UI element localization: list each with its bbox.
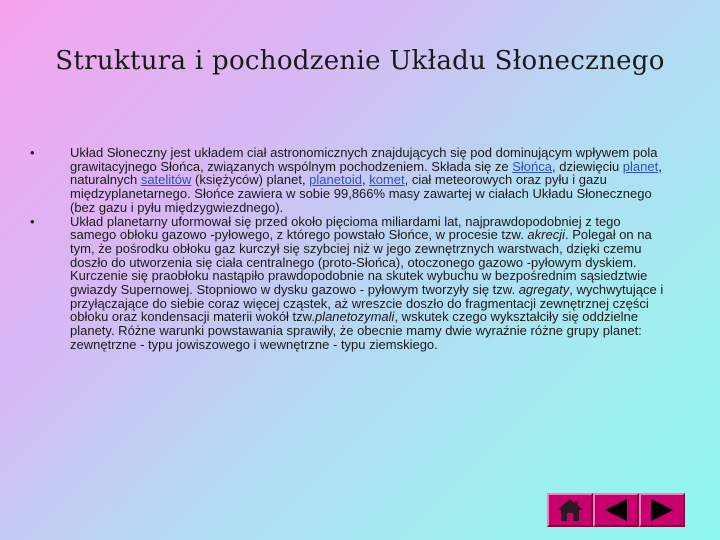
link-planetoid[interactable]: planetoid bbox=[309, 172, 362, 188]
text-run: , dziewięciu bbox=[551, 158, 623, 174]
next-slide-button[interactable] bbox=[639, 493, 685, 527]
text-run: , wskutek czego wykształciły się oddzielne planety. Różne warunki powstawania sprawiły, że obecnie mamy dwie wyraźnie różne grupy planet: zewnętrzne - typu jowiszowego i wewnętrzne - typu ziemskiego. bbox=[70, 309, 642, 352]
slide-title: Struktura i pochodzenie Układu Słonecznego bbox=[55, 46, 665, 76]
text-run: (księżyców) planet, bbox=[191, 172, 310, 188]
text-run: Układ Słoneczny jest układem ciał astronomicznych znajdujących się pod dominującym wpływem pola grawitacyjnego Słońca, związanych wspólnym pochodzeniem. Składa się ze bbox=[70, 145, 658, 174]
text-run: Układ planetarny uformował się przed około pięcioma miliardami lat, najprawdopodobniej z tego samego obłoku gazowo -pyłowego, z którego powstało Słońce, w procesie tzw. bbox=[70, 213, 621, 243]
term-agregaty: agregaty bbox=[518, 282, 570, 298]
link-slonca[interactable]: Słońca bbox=[512, 158, 552, 174]
link-planet[interactable]: planet bbox=[622, 158, 659, 174]
slide-navigation bbox=[547, 493, 685, 527]
link-satelitow[interactable]: satelitów bbox=[140, 172, 192, 188]
home-button[interactable] bbox=[547, 493, 593, 527]
text-run: , wychwytujące i przyłączające do siebie coraz więcej cząstek, aż wreszcie doszło do fragmentacji zewnętrznej części obłoku oraz kondensacji materii wokół tzw. bbox=[70, 282, 664, 325]
arrow-right-icon bbox=[647, 497, 677, 523]
bullet-marker: • bbox=[30, 213, 35, 229]
text-run: , ciał meteorowych oraz pyłu i gazu międzyplanetarnego. Słońce zawiera w sobie 99,866% masy zawartej w ciałach Układu Słonecznego (bez gazu i pyłu międzygwiezdnego). bbox=[70, 172, 652, 215]
bullet-item bbox=[30, 146, 670, 215]
text-run: , bbox=[361, 172, 370, 188]
text-run: , naturalnych bbox=[70, 158, 662, 188]
link-komet[interactable]: komet bbox=[369, 172, 405, 188]
term-akrecji: akrecji bbox=[527, 227, 565, 243]
previous-slide-button[interactable] bbox=[593, 493, 639, 527]
bullet-text bbox=[70, 146, 670, 215]
text-run: . Polegał on na tym, że pośrodku obłoku gaz kurczył się szybciej niż w jego zewnętrznych warstwach, dzięki czemu doszło do utworzenia się ciała centralnego (proto-Słońca), otoczonego gazowo -pyłowym dyskiem. Kurczenie się praobłoku nastąpiło prawdopodobnie na skutek wybuchu w bezpośrednim sąsiedztwie gwiazdy Supernowej. Stopniowo w dysku gazowo - pyłowym tworzyły się tzw. bbox=[70, 227, 652, 298]
bullet-marker: • bbox=[30, 145, 35, 160]
bullet-list bbox=[30, 146, 670, 352]
term-planetozymali: planetozymali bbox=[314, 309, 395, 325]
bullet-item bbox=[30, 215, 670, 352]
bullet-text bbox=[70, 215, 670, 352]
arrow-left-icon bbox=[601, 497, 631, 523]
home-icon bbox=[555, 497, 585, 523]
